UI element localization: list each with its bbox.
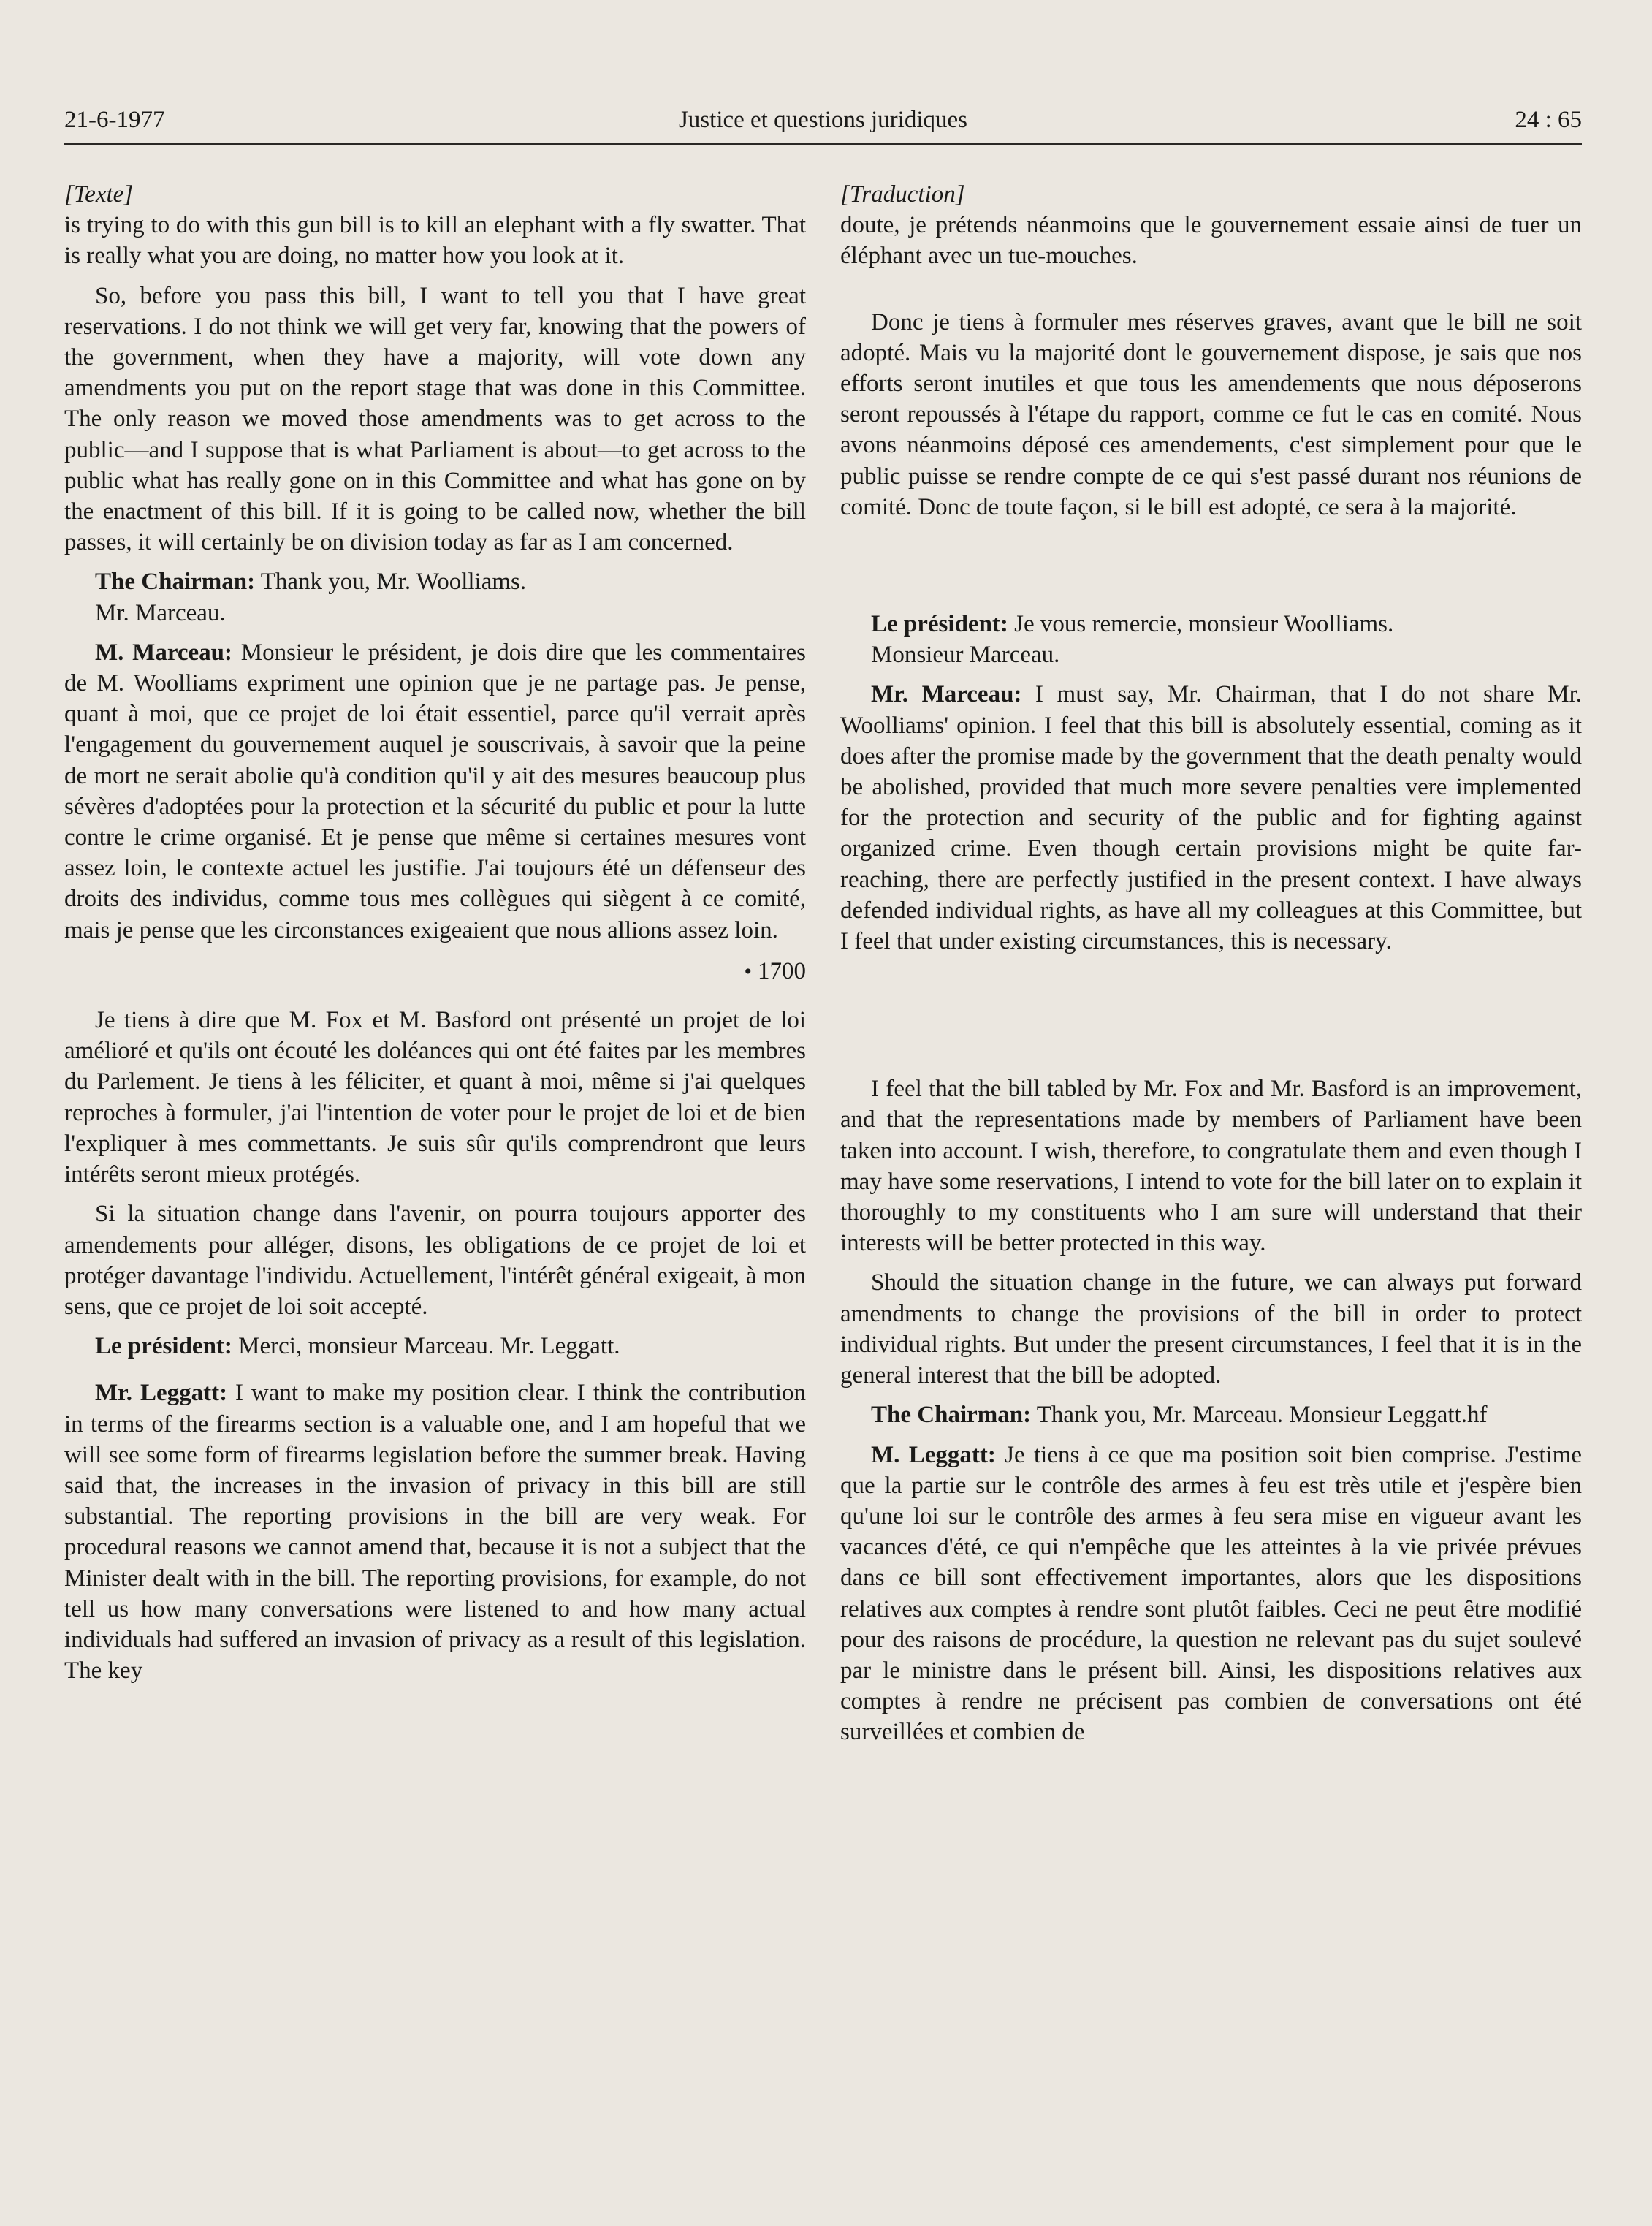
right-paragraph-4: Monsieur Marceau. [871,642,1060,669]
speaker-name: Mr. Marceau: [871,681,1022,708]
speech-text: Monsieur le président, je dois dire que les commentaires de M. Woolliams expriment une opinion que je ne partage pas. Je pense, quant à moi, que ce projet de loi était essentiel, parce qu'il verrait après l'engagement du gouvernement auquel je souscrivais, à savoir que la peine de mort ne serait abolie qu'à condition qu'il y ait des mesures beaucoup plus sévères d'adoptées pour la protection et la sécurité du public et pour la lutte contre le crime organisé. Et je pense que même si certaines mesures vont assez loin, le contexte actuel les justifie. J'ai toujours été un défenseur des droits des individus, comme tous mes collègues qui siègent à ce comité, mais je pense que les circonstances exigeaient que nous allions assez loin. [64,639,807,943]
bullet-icon: • [744,959,752,984]
left-paragraph-7: Si la situation change dans l'avenir, on pourra toujours apporter des amendements pour alléger, disons, les obligations de ce projet de loi et protéger davantage l'individu. Actuellement, l'intérêt général exigeait, à mon sens, que ce projet de loi soit accepté. [64,1201,806,1320]
right-paragraph-3 [840,609,1582,639]
left-column-english-text [64,179,806,1686]
right-paragraph-1: doute, je prétends néanmoins que le gouvernement essaie ainsi de tuer un éléphant avec un tue-mouches. [840,212,1582,270]
left-paragraph-8 [64,1331,806,1361]
page-header [64,102,1582,143]
left-paragraph-1: is trying to do with this gun bill is to kill an elephant with a fly swatter. That is really what you are doing, no matter how you look at it. [64,212,806,270]
speech-text: Je tiens à ce que ma position soit bien comprise. J'estime que la partie sur le contrôle des armes à feu est très utile et j'espère bien qu'une loi sur le contrôle des armes à feu sera mise en vigueur avant les vacances d'été, ce qui n'empêche que les atteintes à la vie privée prévues dans ce bill sont effectivement importantes, alors que les dispositions relatives aux comptes à rendre sont plutôt faibles. Ceci ne peut être modifié pour des raisons de procédure, la question ne relevant pas du sujet soulevé par le ministre dans le présent bill. Ainsi, les dispositions relatives aux comptes à rendre ne précisent pas combien de conversations ont été surveillées et combien de [840,1441,1582,1746]
left-paragraph-2: So, before you pass this bill, I want to tell you that I have great reservations. I do not think we will get very far, knowing that the powers of the government, when they have a majority, will vote down any amendments you put on the report stage that was done in this Committee. The only reason we moved those amendments was to get across to the public—and I suppose that is what Parliament is about—to get across to the public what has really gone on in this Committee and what has gone on by the enactment of this bill. If it is going to be called now, whether the bill passes, it will certainly be on division today as far as I am concerned. [64,282,806,556]
speech-text: Merci, monsieur Marceau. Mr. Leggatt. [232,1333,620,1360]
right-paragraph-6: I feel that the bill tabled by Mr. Fox and Mr. Basford is an improvement, and that the representations made by members of Parliament have been taken into account. I wish, therefore, to congratulate them and even though I may have some reservations, I intend to vote for the bill later on to explain it thoroughly to my constituents who I am sure will understand that their interests will be better protected in this way. [840,1076,1582,1257]
speaker-name: The Chairman: [95,569,256,596]
right-paragraph-8 [840,1399,1582,1430]
speaker-name: The Chairman: [871,1402,1032,1429]
header-page-number: 24 : 65 [1515,107,1582,133]
left-paragraph-4: Mr. Marceau. [95,599,226,626]
header-title: Justice et questions juridiques [678,107,968,133]
left-column-tag: [Texte] [64,181,134,208]
speaker-name: Mr. Leggatt: [95,1380,228,1407]
right-paragraph-5 [840,679,1582,957]
left-paragraph-9 [64,1378,806,1686]
right-paragraph-9 [840,1440,1582,1748]
speaker-name: Le président: [95,1333,232,1360]
speech-text: I must say, Mr. Chairman, that I do not share Mr. Woolliams' opinion. I feel that this bill is absolutely essential, coming as it does after the promise made by the government that the death penalty would be abolished, provided that much more severe penalties vere implemented for the protection and security of the public and for fighting against organized crime. Even though certain provisions might be quite far-reaching, there are perfectly justified in the present context. I have always defended individual rights, as have all my colleagues at this Committee, but I feel that under existing circumstances, this is necessary. [840,681,1583,955]
speaker-name: Le président: [871,611,1008,638]
speaker-name: M. Marceau: [95,639,233,666]
speaker-name: M. Leggatt: [871,1441,996,1468]
header-date: 21-6-1977 [64,107,165,133]
left-paragraph-5 [64,637,806,946]
right-paragraph-2: Donc je tiens à formuler mes réserves graves, avant que le bill ne soit adopté. Mais vu la majorité dont le gouvernement dispose, je sais que nos efforts seront inutiles et que tous les amendements que nous déposerons seront repoussés à l'étape du rapport, comme ce fut le cas en comité. Nous avons néanmoins déposé ces amendements, c'est simplement pour que le public puisse se rendre compte de ce qui s'est passé durant nos réunions de comité. Donc de toute façon, si le bill est adopté, ce sera à la majorité. [840,308,1582,520]
left-paragraph-3 [64,566,806,597]
speech-text: Je vous remercie, monsieur Woolliams. [1008,611,1394,638]
header-rule [64,143,1582,145]
speech-text: Thank you, Mr. Marceau. Monsieur Leggatt.hf [1031,1402,1488,1429]
time-marker [64,956,806,987]
time-marker-value: 1700 [758,957,806,984]
speech-text: Thank you, Mr. Woolliams. [255,569,527,596]
left-paragraph-6: Je tiens à dire que M. Fox et M. Basford ont présenté un projet de loi amélioré et qu'ils ont écouté les doléances qui ont été faites par les membres du Parlement. Je tiens à les féliciter, et quant à moi, même si j'ai quelques reproches à formuler, j'ai l'intention de voter pour le projet de loi et de bien l'expliquer à mes commettants. Je suis sûr qu'ils comprendront que leurs intérêts seront mieux protégés. [64,1007,806,1188]
right-column-french-translation [840,179,1582,1748]
speech-text: I want to make my position clear. I think the contribution in terms of the firearms section is a valuable one, and I am hopeful that we will see some form of firearms legislation before the summer break. Having said that, the increases in the invasion of privacy in this bill are still substantial. The reporting provisions in the bill are very weak. For procedural reasons we cannot amend that, because it is not a subject that the Minister dealt with in the bill. The reporting provisions, for example, do not tell us how many conversations were listened to and how many actual individuals had suffered an invasion of privacy as a result of this legislation. The key [64,1380,807,1684]
right-column-tag: [Traduction] [840,181,965,208]
right-paragraph-7: Should the situation change in the future, we can always put forward amendments to change the provisions of the bill in order to protect individual rights. But under the present circumstances, I feel that it is in the general interest that the bill be adopted. [840,1269,1582,1389]
